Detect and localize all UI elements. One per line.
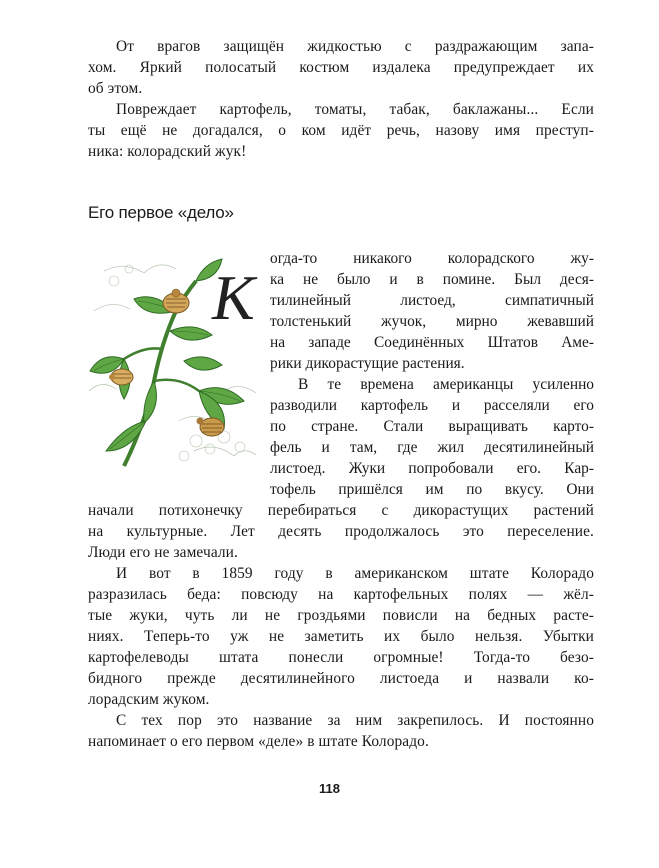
beetle-3 [197,418,225,437]
text-line: фель и там, где жил десятилинейный [270,439,594,456]
section-heading: Его первое «дело» [88,203,234,222]
text-line: рики дикорастущие растения. [270,355,465,372]
text-line: Люди его не замечали. [88,544,238,561]
page-number: 118 [319,781,340,796]
text-line: тилинейный листоед, симпатичный [270,292,594,309]
text-line: хом. Яркий полосатый костюм издалека предупреждает их [88,59,594,76]
text-line: об этом. [88,80,143,97]
text-line: разводили картофель и расселяли его [270,397,594,414]
intro-paragraph-2 [88,99,594,162]
text-line: огда-то никакого колорадского жу- [270,250,594,267]
text-line: толстенький жучок, мирно жевавший [270,313,594,330]
text-line: ника: колорадский жук! [88,143,247,160]
text-line: тые жуки, чуть ли не гроздьями повисли на бедных расте- [88,607,594,624]
paragraph-1859 [88,563,594,710]
text-line: на западе Соединённых Штатов Аме- [270,334,594,351]
intro-paragraph-1 [88,36,594,99]
text-line: От врагов защищён жидкостью с раздражающим запа- [116,38,594,55]
continuation-paragraph [88,500,594,563]
text-line: напоминает о его первом «деле» в штате Колорадо. [88,733,429,750]
drop-cap: К [212,262,255,333]
text-line: листоед. Жуки попробовали его. Кар- [270,460,594,477]
final-paragraph [88,710,594,752]
text-line: Повреждает картофель, томаты, табак, баклажаны... Если [116,101,594,118]
beetle-2 [109,369,133,385]
text-line: В те времена американцы усиленно [298,376,594,393]
text-line: на культурные. Лет десять продолжалось это переселение. [88,523,594,540]
text-line: картофелеводы штата понесли огромные! Тогда-то безо- [88,649,594,666]
text-line: С тех пор это название за ним закрепилось. И постоянно [116,712,594,729]
text-line: ка не было и в помине. Был деся- [270,271,594,288]
text-line: разразилась беда: повсюду на картофельных полях — жёл- [88,586,594,603]
text-line: бидного прежде десятилинейного листоеда и назвали ко- [88,670,594,687]
text-line: начали потихонечку перебираться с дикорастущих растений [88,502,594,519]
text-line: лорадским жуком. [88,691,210,708]
text-line: по стране. Стали выращивать карто- [270,418,594,435]
text-line: ниях. Теперь-то уж не заметить их было нельзя. Убытки [88,628,594,645]
side-column-text [270,248,594,500]
potato-plant-with-beetles-illustration [84,251,262,477]
text-line: ты ещё не догадался, о ком идёт речь, назову имя преступ- [88,122,594,139]
text-line: И вот в 1859 году в американском штате Колорадо [116,565,594,582]
text-line: тофель пришёлся им по вкусу. Они [270,481,594,498]
